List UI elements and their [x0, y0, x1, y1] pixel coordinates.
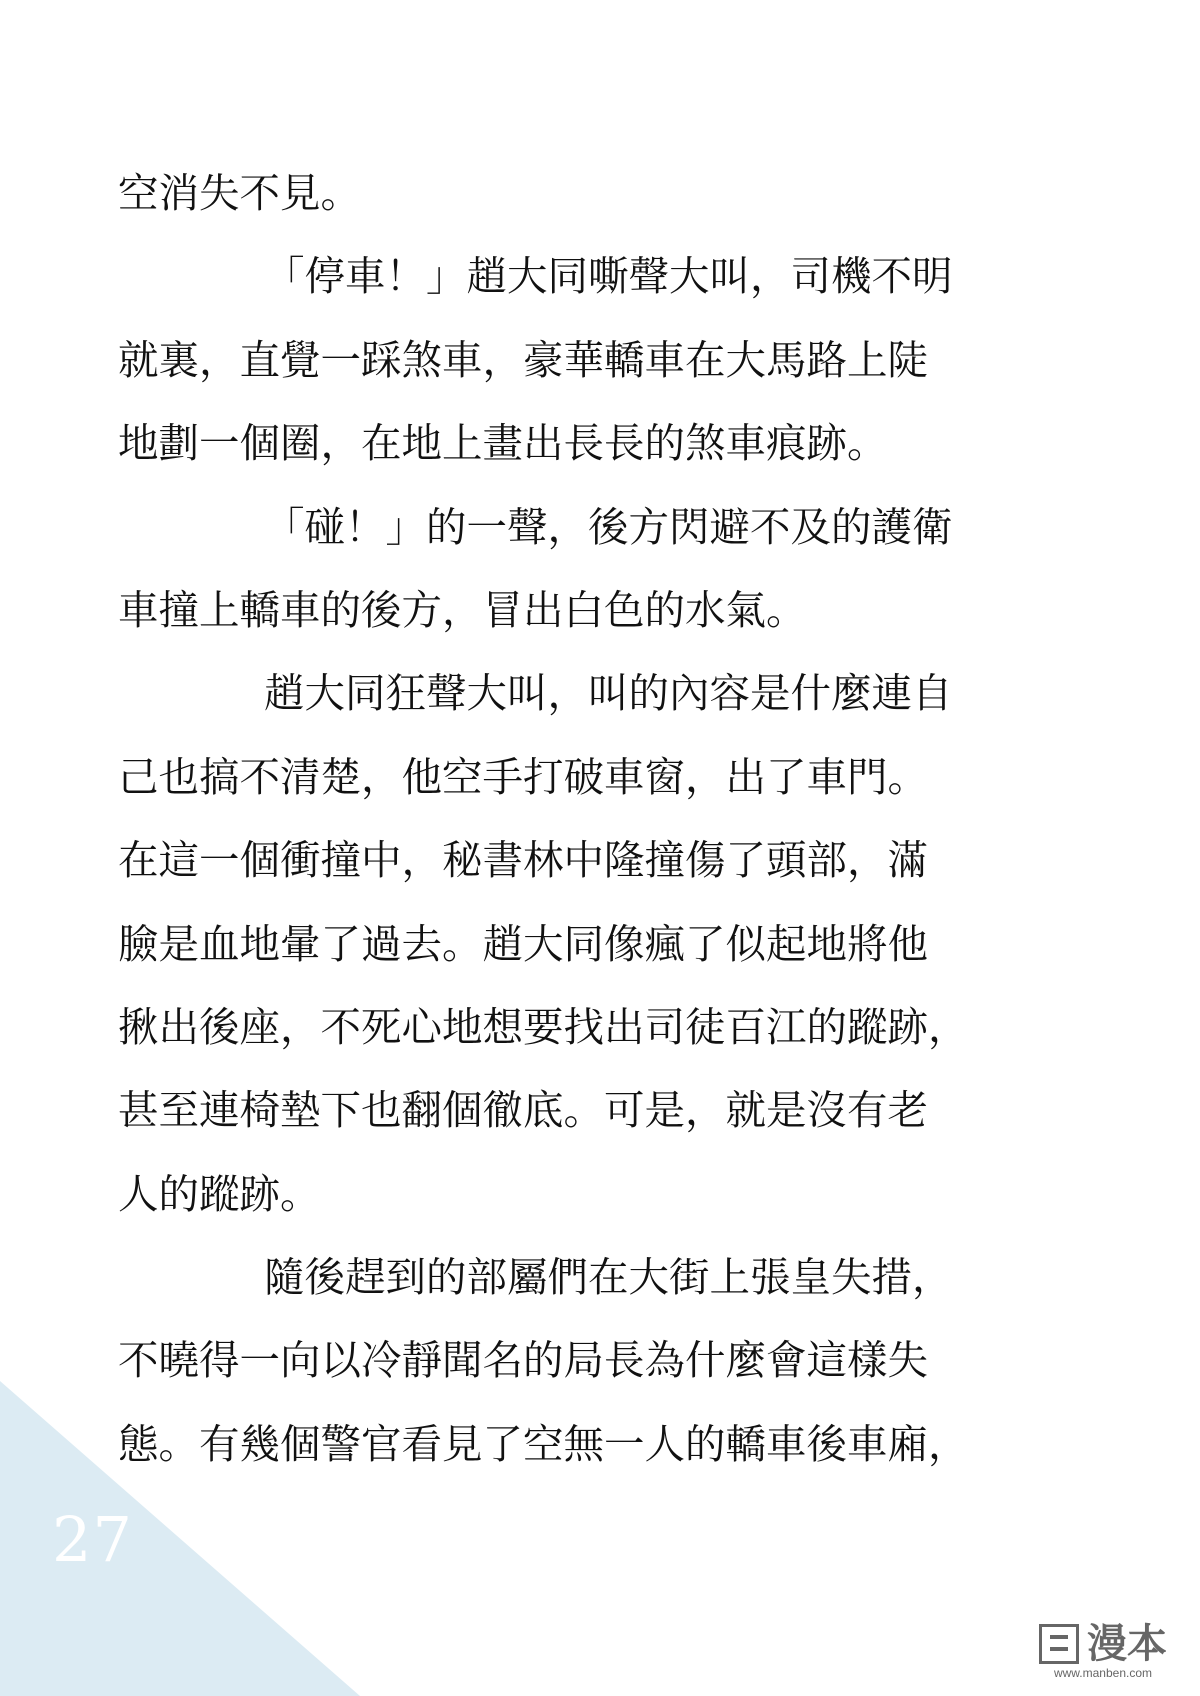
text-line: 「碰！」的一聲，後方閃避不及的護衛 [264, 502, 953, 551]
manben-logo-icon [1039, 1624, 1079, 1664]
text-line: 趙大同狂聲大叫，叫的內容是什麼連自 [264, 669, 953, 718]
text-line: 不曉得一向以冷靜聞名的局長為什麼會這樣失 [118, 1336, 928, 1385]
text-line: 人的蹤跡。 [118, 1169, 321, 1218]
watermark-brand: 漫本 [1087, 1621, 1167, 1667]
text-line: 地劃一個圈，在地上畫出長長的煞車痕跡。 [118, 419, 888, 468]
watermark-url: www.manben.com [1053, 1666, 1153, 1680]
text-line: 隨後趕到的部屬們在大街上張皇失措， [264, 1253, 953, 1302]
text-line: 車撞上轎車的後方，冒出白色的水氣。 [118, 585, 807, 634]
text-line: 就裏，直覺一踩煞車，豪華轎車在大馬路上陡 [118, 335, 928, 384]
text-line: 在這一個衝撞中，秘書林中隆撞傷了頭部，滿 [118, 836, 928, 885]
text-line: 臉是血地暈了過去。趙大同像瘋了似起地將他 [118, 919, 928, 968]
text-line: 態。有幾個警官看見了空無一人的轎車後車廂， [118, 1419, 969, 1468]
watermark-top [1024, 1621, 1182, 1667]
text-line: 揪出後座，不死心地想要找出司徒百江的蹤跡， [118, 1002, 969, 1051]
text-line: 己也搞不清楚，他空手打破車窗，出了車門。 [118, 752, 928, 801]
text-line: 空消失不見。 [118, 169, 361, 217]
page-number: 27 [52, 1503, 133, 1576]
text-line: 甚至連椅墊下也翻個徹底。可是，就是沒有老 [118, 1086, 928, 1135]
watermark [1024, 1621, 1182, 1680]
novel-body-text [118, 152, 1083, 1486]
text-line: 「停車！」趙大同嘶聲大叫，司機不明 [264, 252, 953, 301]
